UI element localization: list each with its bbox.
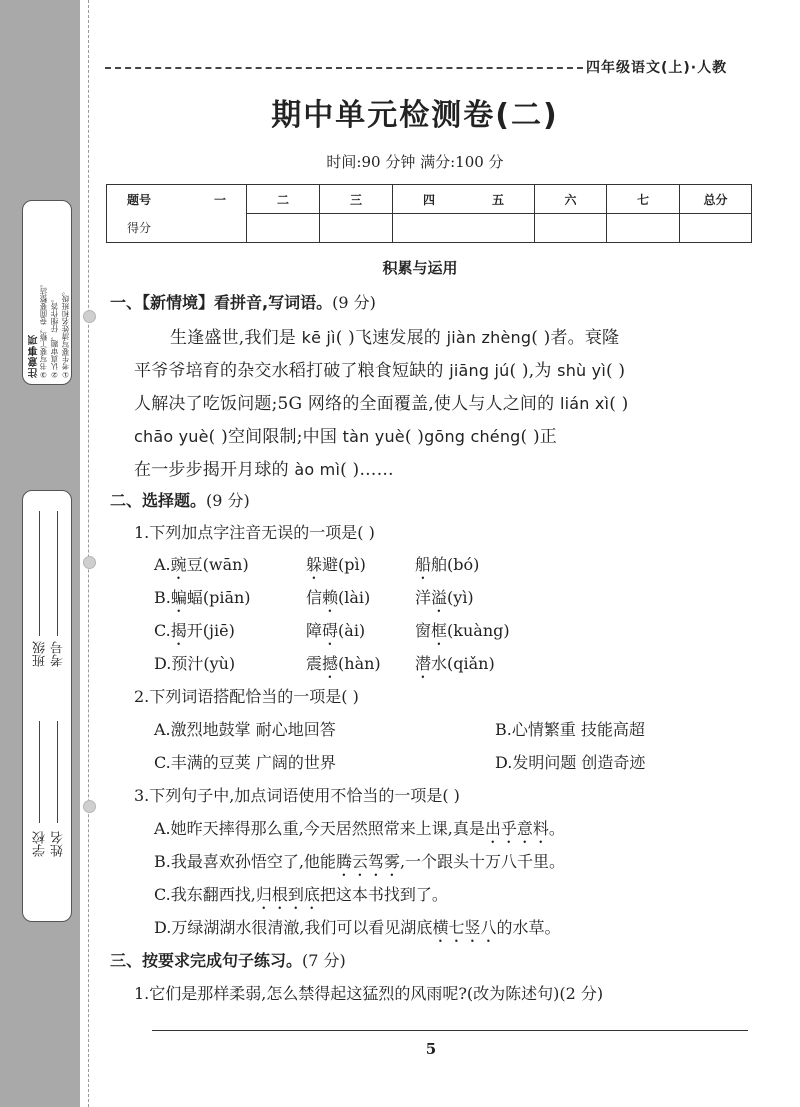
q3-heading: 三、按要求完成句子练习。(7 分) bbox=[110, 951, 346, 970]
q2-1-option-d-word3: 潜水(qiǎn) bbox=[415, 654, 495, 673]
student-info-box bbox=[22, 490, 72, 922]
note-item: ③书写要工整，卷面要整洁。 bbox=[39, 280, 48, 379]
pinyin: gōng chéng bbox=[424, 427, 521, 446]
col-header-pair: 四 五 bbox=[393, 185, 535, 214]
q3-1-stem: 1.它们是那样柔弱,怎么禁得起这猛烈的风雨呢?(改为陈述句)(2 分) bbox=[134, 984, 604, 1003]
q2-1-option-c-word3: 窗框(kuàng) bbox=[415, 621, 510, 640]
answer-blank[interactable]: ( ) bbox=[605, 361, 626, 381]
q2-1-option-a[interactable]: A.豌豆(wān) bbox=[154, 555, 249, 574]
class-field[interactable] bbox=[39, 511, 40, 636]
q2-3-stem: 3.下列句子中,加点词语使用不恰当的一项是( ) bbox=[134, 786, 460, 805]
binding-hole bbox=[83, 800, 96, 813]
q2-1-stem: 1.下列加点字注音无误的一项是( ) bbox=[134, 523, 375, 542]
q2-2-stem: 2.下列词语搭配恰当的一项是( ) bbox=[134, 687, 359, 706]
col-header: 三 bbox=[320, 185, 393, 214]
q2-3-option-c[interactable]: C.我东翻西找,归根到底把这本书找到了。 bbox=[154, 885, 448, 904]
note-item: ①考生要写清姓名和班级。 bbox=[61, 287, 70, 379]
q2-1-option-d-word2: 震撼(hàn) bbox=[306, 654, 381, 673]
class-label: 班级 bbox=[33, 641, 48, 667]
q1-heading: 一、【新情境】看拼音,写词语。(9 分) bbox=[110, 293, 376, 312]
q2-2-option-b[interactable]: B.心情繁重 技能高超 bbox=[495, 720, 645, 739]
binding-hole bbox=[83, 556, 96, 569]
score-label: 得分 bbox=[107, 214, 247, 243]
name-label: 姓名 bbox=[51, 831, 66, 857]
answer-blank[interactable]: ( )飞速发展的 bbox=[335, 328, 447, 348]
note-item: ②认真审题，仔细作答。 bbox=[50, 295, 59, 379]
q2-3-option-d[interactable]: D.万绿湖湖水很清澈,我们可以看见湖底横七竖八的水草。 bbox=[154, 918, 561, 937]
q2-1-option-a-word2: 躲避(pì) bbox=[306, 555, 366, 574]
q2-heading: 二、选择题。(9 分) bbox=[110, 491, 250, 510]
q2-1-option-c[interactable]: C.揭开(jiē) bbox=[154, 621, 235, 640]
pinyin: shù yì bbox=[557, 361, 606, 380]
pinyin: chāo yuè bbox=[134, 427, 209, 446]
score-cell[interactable] bbox=[535, 214, 607, 243]
q2-1-option-a-word3: 船舶(bó) bbox=[415, 555, 480, 574]
q2-2-option-c[interactable]: C.丰满的豆荚 广阔的世界 bbox=[154, 753, 336, 772]
pinyin: kē jì bbox=[301, 328, 336, 347]
score-cell[interactable] bbox=[247, 214, 320, 243]
answer-blank[interactable]: ( )空间限制;中国 bbox=[208, 427, 343, 447]
answer-blank[interactable]: ( )者。衰隆 bbox=[531, 328, 620, 348]
q2-2-option-d[interactable]: D.发明问题 创造奇迹 bbox=[495, 753, 646, 772]
q2-3-option-a[interactable]: A.她昨天摔得那么重,今天居然照常来上课,真是出乎意料。 bbox=[154, 819, 565, 838]
notes-title: 注意事项 bbox=[29, 334, 40, 378]
q2-1-option-b-word3: 洋溢(yì) bbox=[415, 588, 474, 607]
page-number: 5 bbox=[425, 1040, 437, 1058]
q2-1-option-d[interactable]: D.预汁(yù) bbox=[154, 654, 236, 673]
score-cell[interactable] bbox=[607, 214, 680, 243]
page-title: 期中单元检测卷(二) bbox=[271, 98, 559, 133]
answer-blank[interactable]: ( ) bbox=[609, 394, 629, 414]
q2-1-option-b-word2: 信赖(lài) bbox=[306, 588, 371, 607]
series-label: 四年级语文(上)·人教 bbox=[586, 60, 728, 76]
question-number-label: 题号 一 bbox=[107, 185, 247, 214]
q1-line-3: 人解决了吃饭问题;5G 网络的全面覆盖,使人与人之间的 lián xì( ) bbox=[134, 394, 629, 414]
school-label: 学校 bbox=[33, 831, 48, 857]
pinyin: lián xì bbox=[559, 394, 610, 413]
answer-blank[interactable]: ( ),为 bbox=[509, 361, 558, 381]
pinyin: tàn yuè bbox=[342, 427, 405, 446]
answer-blank[interactable]: ( )正 bbox=[520, 427, 557, 447]
pinyin: jiàn zhèng bbox=[446, 328, 532, 347]
q2-2-option-a[interactable]: A.激烈地鼓掌 耐心地回答 bbox=[154, 720, 336, 739]
q1-line-4 bbox=[134, 422, 557, 447]
col-header-total: 总分 bbox=[680, 185, 752, 214]
exam-number-label: 考号 bbox=[51, 641, 66, 667]
q2-1-option-c-word2: 障碍(ài) bbox=[306, 621, 366, 640]
footer-line bbox=[152, 1030, 748, 1031]
col-header: 六 bbox=[535, 185, 607, 214]
answer-blank[interactable]: ( ) bbox=[404, 427, 425, 447]
pinyin: jiāng jú bbox=[449, 361, 510, 380]
notes-list bbox=[39, 209, 70, 379]
binding-hole bbox=[83, 310, 96, 323]
score-cell[interactable] bbox=[393, 214, 535, 243]
pinyin: ào mì bbox=[294, 460, 341, 479]
q2-3-option-b[interactable]: B.我最喜欢孙悟空了,他能腾云驾雾,一个跟头十万八千里。 bbox=[154, 852, 566, 871]
exam-number-field[interactable] bbox=[57, 511, 58, 636]
section-title: 积累与运用 bbox=[382, 259, 458, 277]
school-field[interactable] bbox=[39, 721, 40, 823]
q1-line-2: 平爷爷培育的杂交水稻打破了粮食短缺的 jiāng jú( ),为 shù yì( ) bbox=[134, 361, 626, 381]
col-header: 二 bbox=[247, 185, 320, 214]
col-header: 七 bbox=[607, 185, 680, 214]
answer-blank[interactable]: ( )…… bbox=[340, 460, 394, 480]
score-cell[interactable] bbox=[320, 214, 393, 243]
score-table bbox=[106, 184, 752, 243]
q1-line-5: 在一步步揭开月球的 ào mì( )…… bbox=[134, 460, 394, 480]
notes-box bbox=[22, 200, 72, 385]
q1-line-1: 生逢盛世,我们是 kē jì( )飞速发展的 jiàn zhèng( )者。衰隆 bbox=[170, 328, 620, 348]
time-info: 时间:90 分钟 满分:100 分 bbox=[326, 153, 504, 171]
q2-1-option-b[interactable]: B.蝙蝠(piān) bbox=[154, 588, 251, 607]
name-field[interactable] bbox=[57, 721, 58, 823]
score-cell[interactable] bbox=[680, 214, 752, 243]
header-dashed-line bbox=[105, 67, 583, 69]
